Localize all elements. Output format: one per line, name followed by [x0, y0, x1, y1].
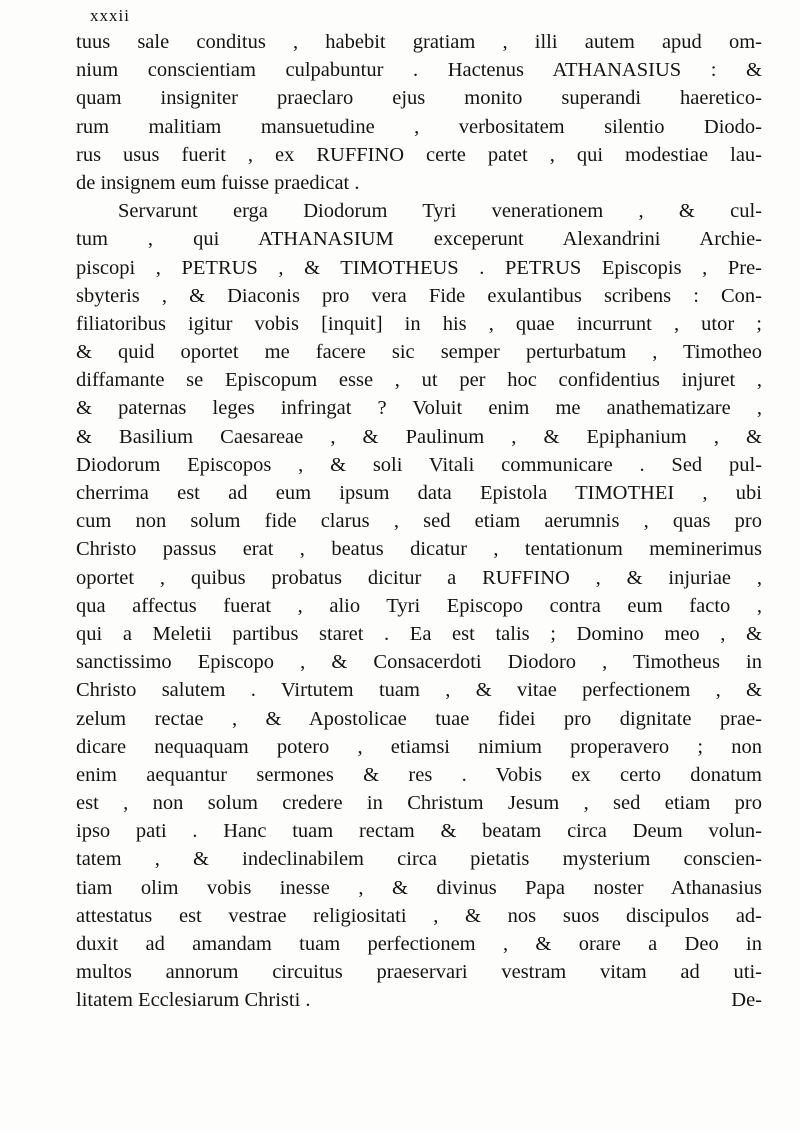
text-line: & Basilium Caesareae , & Paulinum , & Epiphanium , & — [76, 425, 762, 448]
text-line: enim aequantur sermones & res . Vobis ex certo donatum — [76, 763, 762, 786]
text-line: oportet , quibus probatus dicitur a RUFFINO , & injuriae , — [76, 566, 762, 589]
text-line: Servarunt erga Diodorum Tyri venerationem , & cul- — [118, 200, 762, 223]
text-line: quam insigniter praeclaro ejus monito superandi haeretico- — [76, 87, 762, 110]
text-line: rum malitiam mansuetudine , verbositatem silentio Diodo- — [76, 115, 762, 138]
text-line: nium conscientiam culpabuntur . Hactenus ATHANASIUS : & — [76, 59, 762, 82]
text-line: qua affectus fuerat , alio Tyri Episcopo contra eum facto , — [76, 594, 762, 617]
page-number: xxxii — [90, 6, 130, 25]
text-line: attestatus est vestrae religiositati , & nos suos discipulos ad- — [76, 904, 762, 927]
text-line: ipso pati . Hanc tuam rectam & beatam circa Deum volun- — [76, 820, 762, 843]
text-line: tiam olim vobis inesse , & divinus Papa noster Athanasius — [76, 876, 762, 899]
body-text — [76, 28, 762, 1015]
text-line: qui a Meletii partibus staret . Ea est talis ; Domino meo , & — [76, 622, 762, 645]
text-line: dicare nequaquam potero , etiamsi nimium properavero ; non — [76, 735, 762, 758]
text-line: tum , qui ATHANASIUM exceperunt Alexandrini Archie- — [76, 228, 762, 251]
text-line: cum non solum fide clarus , sed etiam aerumnis , quas pro — [76, 510, 762, 533]
text-line: rus usus fuerit , ex RUFFINO certe patet , qui modestiae lau- — [76, 143, 762, 166]
catchword: De- — [731, 989, 762, 1012]
text-line: zelum rectae , & Apostolicae tuae fidei pro dignitate prae- — [76, 707, 762, 730]
text-line: piscopi , PETRUS , & TIMOTHEUS . PETRUS Episcopis , Pre- — [76, 256, 762, 279]
text-line: multos annorum circuitus praeservari vestram vitam ad uti- — [76, 961, 762, 984]
text-line: litatem Ecclesiarum Christi . De- — [76, 986, 762, 1014]
text-line: est , non solum credere in Christum Jesum , sed etiam pro — [76, 792, 762, 815]
text-line: Christo passus erat , beatus dicatur , tentationum meminerimus — [76, 538, 762, 561]
text-line: filiatoribus igitur vobis [inquit] in his , quae incurrunt , utor ; — [76, 312, 762, 335]
text-line: de insignem eum fuisse praedicat . — [76, 171, 360, 194]
text-line: & paternas leges infringat ? Voluit enim me anathematizare , — [76, 397, 762, 420]
text-line: tatem , & indeclinabilem circa pietatis mysterium conscien- — [76, 848, 762, 871]
text-line: sbyteris , & Diaconis pro vera Fide exulantibus scribens : Con- — [76, 284, 762, 307]
text-line: Diodorum Episcopos , & soli Vitali communicare . Sed pul- — [76, 453, 762, 476]
text-line: cherrima est ad eum ipsum data Epistola TIMOTHEI , ubi — [76, 482, 762, 504]
text-line: sanctissimo Episcopo , & Consacerdoti Diodoro , Timotheus in — [76, 651, 762, 674]
text-line: tuus sale conditus , habebit gratiam , illi autem apud om- — [76, 31, 762, 53]
text-line: & quid oportet me facere sic semper perturbatum , Timotheo — [76, 341, 762, 364]
text-line: Christo salutem . Virtutem tuam , & vitae perfectionem , & — [76, 679, 762, 702]
text-line: duxit ad amandam tuam perfectionem , & orare a Deo in — [76, 933, 762, 955]
text-line: diffamante se Episcopum esse , ut per hoc confidentius injuret , — [76, 369, 762, 392]
